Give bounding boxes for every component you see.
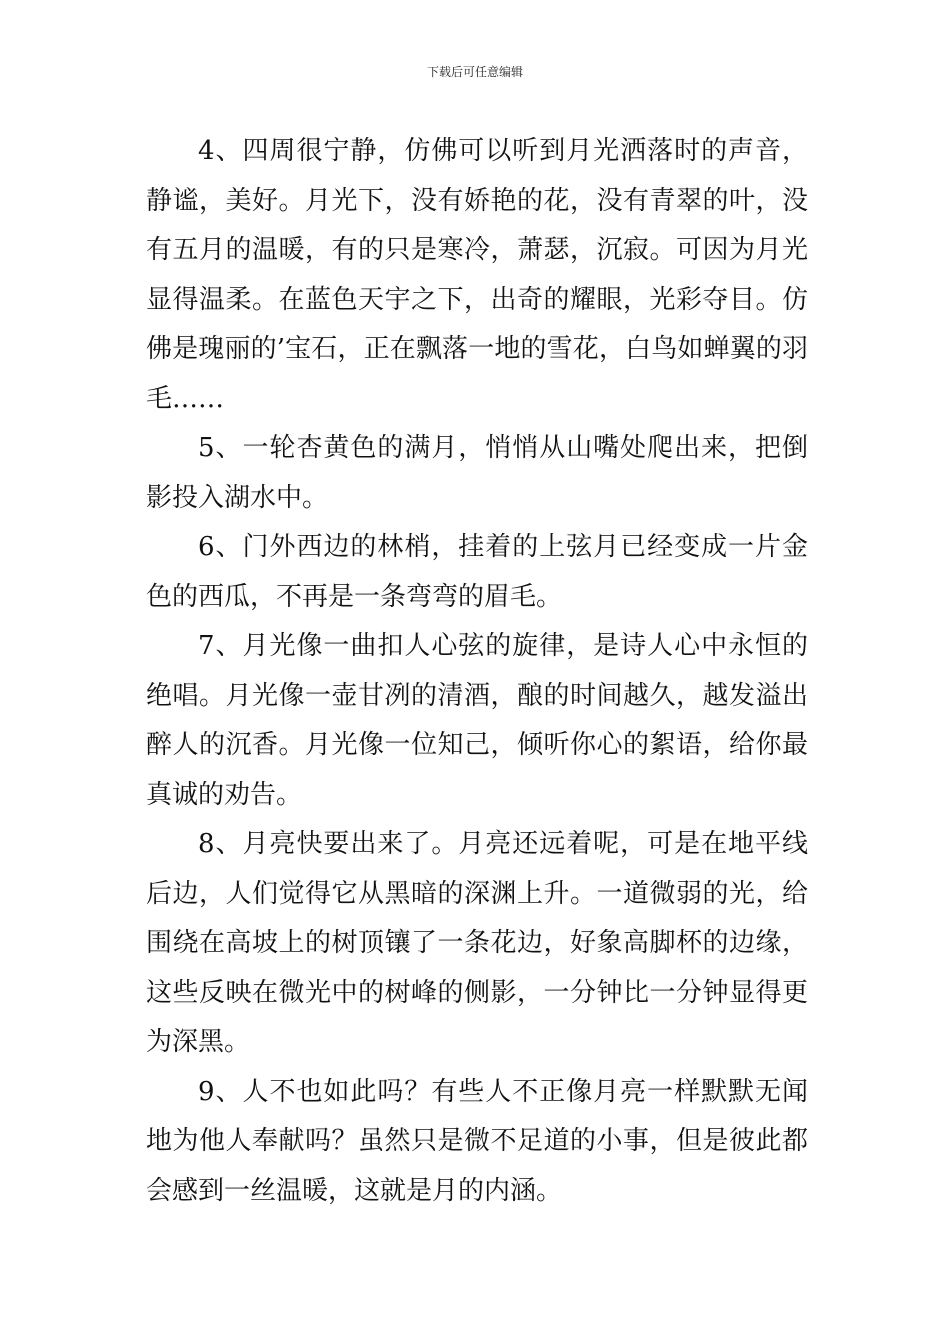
page-header: 下载后可任意编辑 bbox=[426, 65, 523, 79]
document-body bbox=[146, 127, 808, 1216]
paragraph-9: 9、人不也如此吗？有些人不正像月亮一样默默无闻地为他人奉献吗？虽然只是微不足道的小事，但是彼此都会感到一丝温暖，这就是月的内涵。 bbox=[146, 1076, 808, 1206]
paragraph-5: 5、一轮杏黄色的满月，悄悄从山嘴处爬出来，把倒影投入湖水中。 bbox=[146, 433, 808, 513]
paragraph-8: 8、月亮快要出来了。月亮还远着呢，可是在地平线后边，人们觉得它从黑暗的深渊上升。一道微弱的光，给围绕在高坡上的树顶镶了一条花边，好象高脚杯的边缘，这些反映在微光中的树峰的侧影，一分钟比一分钟显得更为深黑。 bbox=[146, 829, 808, 1057]
paragraph-4: 4、四周很宁静，仿佛可以听到月光洒落时的声音，静谧，美好。月光下，没有娇艳的花，没有青翠的叶，没有五月的温暖，有的只是寒冷，萧瑟，沉寂。可因为月光显得温柔。在蓝色天宇之下，出奇的耀眼，光彩夺目。仿佛是瑰丽的’宝石，正在飘落一地的雪花，白鸟如蝉翼的羽毛…… bbox=[146, 136, 808, 414]
paragraph-7: 7、月光像一曲扣人心弦的旋律，是诗人心中永恒的绝唱。月光像一壶甘冽的清酒，酿的时间越久，越发溢出醉人的沉香。月光像一位知己，倾听你心的絮语，给你最真诚的劝告。 bbox=[146, 631, 808, 810]
paragraph-6: 6、门外西边的林梢，挂着的上弦月已经变成一片金色的西瓜，不再是一条弯弯的眉毛。 bbox=[146, 532, 808, 612]
